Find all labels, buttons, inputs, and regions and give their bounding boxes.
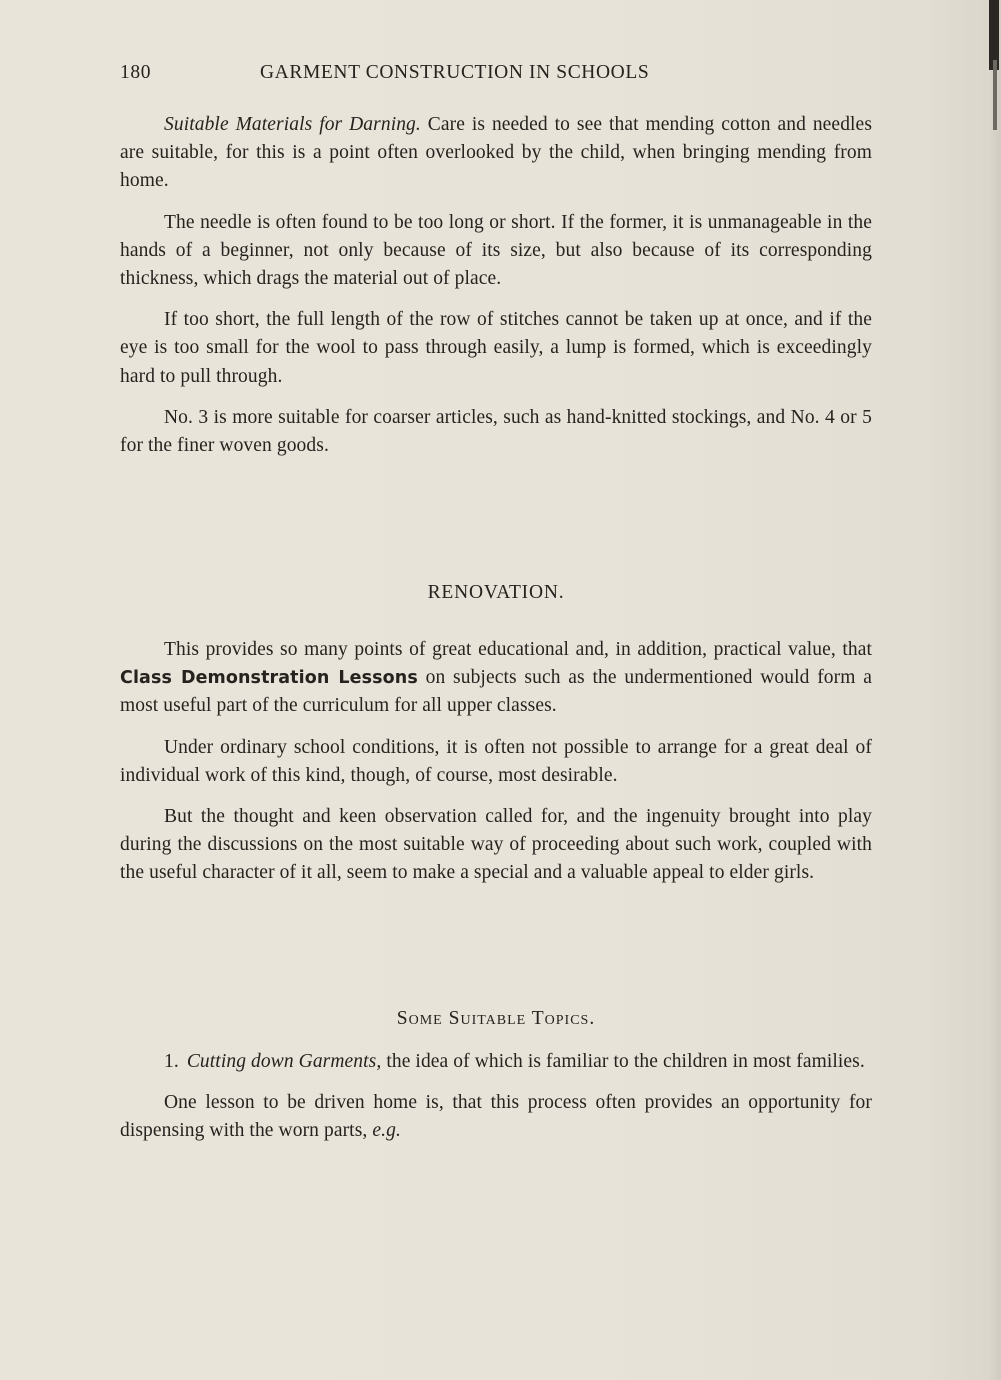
running-title: GARMENT CONSTRUCTION IN SCHOOLS <box>260 62 650 83</box>
item-text: the idea of which is familiar to the children in most families. <box>386 1051 865 1072</box>
darning-section <box>120 111 872 473</box>
paragraph-text: One lesson to be driven home is, that this process often provides an opportunity for dispensing with the worn parts, <box>120 1092 872 1142</box>
item-title: Cutting down Garments, <box>186 1051 382 1072</box>
abbreviation: e.g. <box>372 1120 401 1142</box>
bold-phrase: Class Demonstration Lessons <box>120 668 418 689</box>
page-edge-shadow <box>987 0 1001 1380</box>
topics-section <box>120 1048 872 1159</box>
renovation-section <box>120 636 872 901</box>
page-number: 180 <box>120 62 152 83</box>
paragraph-text: Care is needed to see that mending cotton and needles are suitable, for this is a point often overlooked by the child, when bringing mending from home. <box>120 114 873 192</box>
paragraph-suitable-materials <box>120 111 872 196</box>
list-item <box>120 1048 872 1076</box>
paragraph-needle-length: The needle is often found to be too long or short. If the former, it is unmanageable in the hands of a beginner, not only because of its size, but also because of its corresponding thickness, which drags the material out of place. <box>120 211 872 290</box>
paragraph-renovation-intro <box>120 636 872 721</box>
paragraph-school-conditions: Under ordinary school conditions, it is often not possible to arrange for a great deal of individual work of this kind, though, of course, most desirable. <box>120 736 872 786</box>
paragraph-title: Suitable Materials for Darning. <box>164 114 421 135</box>
renovation-heading: RENOVATION. <box>427 582 565 603</box>
topics-heading: Some Suitable Topics. <box>396 1008 596 1029</box>
paragraph-ingenuity: But the thought and keen observation called for, and the ingenuity brought into play during the discussions on the most suitable way of proceeding about such work, coupled with the useful character of it all, seem to make a special and a valuable appeal to elder girls. <box>120 806 872 884</box>
paragraph-too-short: If too short, the full length of the row of stitches cannot be taken up at once, and if the eye is too small for the wool to pass through easily, a lump is formed, which is exceedingly hard to pull through. <box>120 309 872 387</box>
paragraph-text: on subjects such as the undermentioned would form a most useful part of the curriculum for all upper classes. <box>120 667 872 717</box>
item-number: 1. <box>164 1051 179 1072</box>
edge-mark-faint <box>993 60 997 130</box>
running-header <box>120 62 872 92</box>
paragraph-text: This provides so many points of great educational and, in addition, practical value, that <box>164 639 872 660</box>
paragraph-needle-numbers: No. 3 is more suitable for coarser articles, such as hand-knitted stockings, and No. 4 or 5 for the finer woven goods. <box>120 406 872 457</box>
paragraph-lesson <box>120 1089 872 1145</box>
